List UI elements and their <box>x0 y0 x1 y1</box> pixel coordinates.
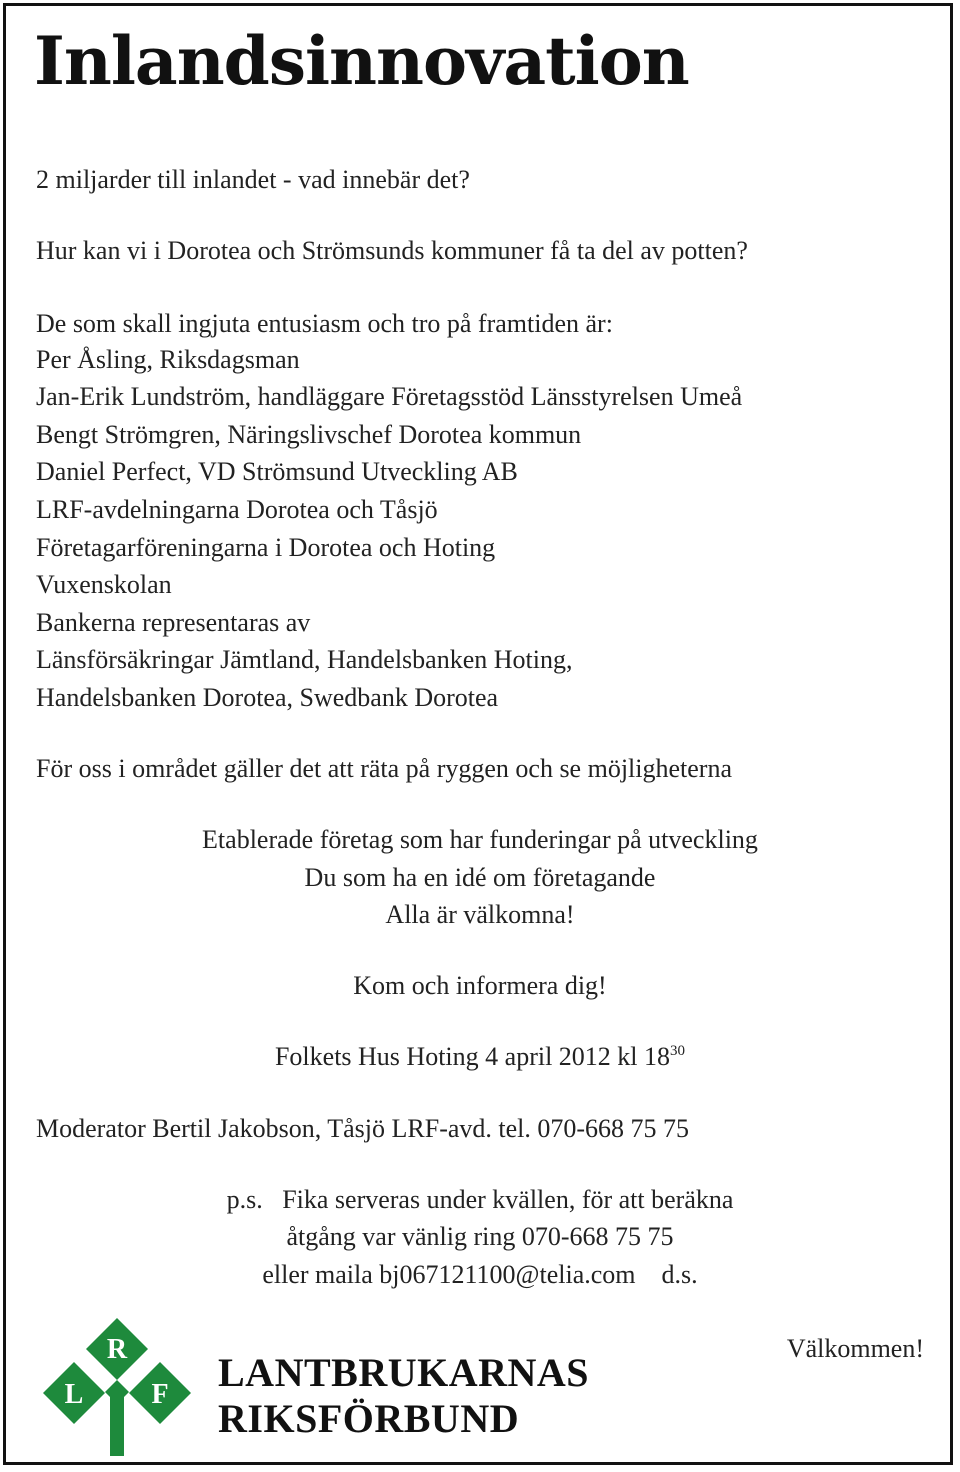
participant-item: LRF-avdelningarna Dorotea och Tåsjö <box>36 495 438 524</box>
lrf-logo <box>36 1316 198 1458</box>
participant-item: Bengt Strömgren, Näringslivschef Dorotea kommun <box>36 420 582 449</box>
page-title: Inlandsinnovation <box>34 22 689 100</box>
org-name-line2: RIKSFÖRBUND <box>218 1396 520 1441</box>
event-minutes: 30 <box>670 1043 686 1059</box>
logo-letter-r: R <box>106 1334 128 1365</box>
participant-item: Daniel Perfect, VD Strömsund Utveckling AB <box>36 457 518 486</box>
ps-line: eller maila bj067121100@telia.com d.s. <box>262 1260 698 1289</box>
participant-item: Handelsbanken Dorotea, Swedbank Dorotea <box>36 683 499 712</box>
participant-item: Bankerna representaras av <box>36 608 311 637</box>
event-details <box>0 1038 960 1076</box>
invite-line: Du som ha en idé om företagande <box>304 863 656 892</box>
org-name-line1: LANTBRUKARNAS <box>218 1350 589 1395</box>
invite-line: Etablerade företag som har funderingar på utveckling <box>202 825 758 854</box>
event-text: Folkets Hus Hoting 4 april 2012 kl 18 <box>274 1042 671 1071</box>
participant-item: Företagarföreningarna i Dorotea och Hoting <box>36 533 496 562</box>
intro-subquestion: Hur kan vi i Dorotea och Strömsunds kommuner få ta del av potten? <box>36 236 748 265</box>
statement: För oss i området gäller det att räta på ryggen och se möjligheterna <box>36 754 732 783</box>
participant-item: Länsförsäkringar Jämtland, Handelsbanken Hoting, <box>36 645 573 674</box>
logo-letter-l: L <box>64 1379 84 1410</box>
participant-item: Vuxenskolan <box>36 570 172 599</box>
closing-greeting: Välkommen! <box>786 1334 924 1363</box>
ps-line: åtgång var vänlig ring 070-668 75 75 <box>286 1222 674 1251</box>
intro-question: 2 miljarder till inlandet - vad innebär det? <box>36 165 470 194</box>
participants-heading: De som skall ingjuta entusiasm och tro på framtiden är: <box>36 309 613 338</box>
moderator-info: Moderator Bertil Jakobson, Tåsjö LRF-avd. tel. 070-668 75 75 <box>36 1114 690 1143</box>
invite-line: Alla är välkomna! <box>385 900 575 929</box>
participant-item: Jan-Erik Lundström, handläggare Företagsstöd Länsstyrelsen Umeå <box>36 382 743 411</box>
participant-item: Per Åsling, Riksdagsman <box>36 345 300 374</box>
logo-letter-f: F <box>151 1379 169 1410</box>
call-to-action: Kom och informera dig! <box>353 971 607 1000</box>
ps-line: p.s. Fika serveras under kvällen, för att beräkna <box>226 1185 734 1214</box>
